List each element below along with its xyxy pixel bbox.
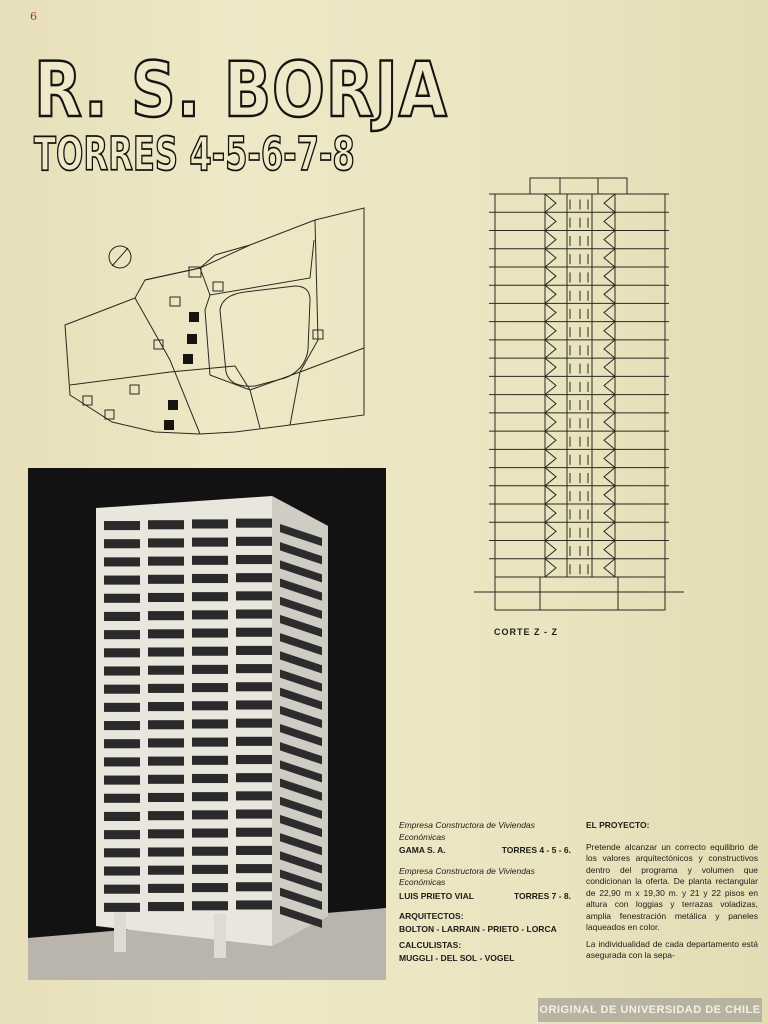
page-subtitle: TORRES 4-5-6-7-8 — [34, 127, 355, 181]
project-label: EL PROYECTO: — [586, 820, 650, 830]
section-floor — [489, 413, 669, 431]
ground-floor — [495, 577, 665, 610]
section-floor — [489, 559, 669, 577]
section-floor — [489, 267, 669, 285]
section-floor — [489, 249, 669, 267]
section-floor — [489, 212, 669, 230]
section-floor — [489, 303, 669, 321]
site-plan-drawing — [50, 200, 380, 450]
section-floor — [489, 230, 669, 248]
section-floor — [489, 376, 669, 394]
site-outline — [65, 208, 364, 434]
firm-2-name: LUIS PRIETO VIAL — [399, 890, 474, 901]
section-floor — [489, 431, 669, 449]
architects-names: BOLTON - LARRAIN - PRIETO - LORCA — [399, 923, 557, 934]
section-caption: CORTE Z - Z — [494, 627, 558, 637]
section-floor — [489, 395, 669, 413]
section-floor — [489, 449, 669, 467]
section-floor — [489, 522, 669, 540]
architects-label: ARQUITECTOS: — [399, 911, 464, 921]
archive-watermark: ORIGINAL DE UNIVERSIDAD DE CHILE — [538, 998, 762, 1022]
project-paragraph-2: La individualidad de cada departamento está asegurada con la sepa- — [586, 938, 758, 960]
section-floor — [489, 541, 669, 559]
page-title: R. S. BORJA — [34, 45, 448, 134]
section-floor — [489, 358, 669, 376]
section-floor — [489, 468, 669, 486]
section-floor — [489, 340, 669, 358]
engineers-names: MUGGLI - DEL SOL - VOGEL — [399, 952, 515, 963]
project-column — [586, 820, 758, 967]
firm-2-towers: TORRES 7 - 8. — [514, 890, 571, 901]
building-section-drawing — [470, 172, 690, 622]
firm-1-towers: TORRES 4 - 5 - 6. — [501, 845, 571, 855]
section-floor — [489, 486, 669, 504]
page-mark: 6 — [30, 10, 37, 23]
firm-1-line — [399, 845, 571, 857]
firm-1-name: GAMA S. A. — [399, 845, 446, 855]
roof-structure — [530, 178, 627, 194]
section-floor — [489, 322, 669, 340]
project-paragraph-1: Pretende alcanzar un correcto equilibrio de los valores arquitectónicos y constructivos dentro del programa y volumen que condicionan la oferta. De planta rectangular de 22,90 m x 19,30 m. y 21 y 22 pisos en altura con loggias y terrazas voladizas, amplia fenestración metálica y paneles laqueados en color. — [586, 841, 758, 932]
firm-1-description: Empresa Constructora de Viviendas Económicas — [399, 820, 535, 842]
building-model-photo — [28, 468, 386, 980]
section-floor — [489, 504, 669, 522]
section-floor — [489, 285, 669, 303]
firm-2-description: Empresa Constructora de Viviendas Económicas — [399, 865, 535, 887]
central-block — [220, 286, 310, 386]
credits-column — [399, 820, 571, 969]
section-floor — [489, 194, 669, 212]
engineers-label: CALCULISTAS: — [399, 940, 462, 950]
firm-2-line — [399, 891, 571, 903]
